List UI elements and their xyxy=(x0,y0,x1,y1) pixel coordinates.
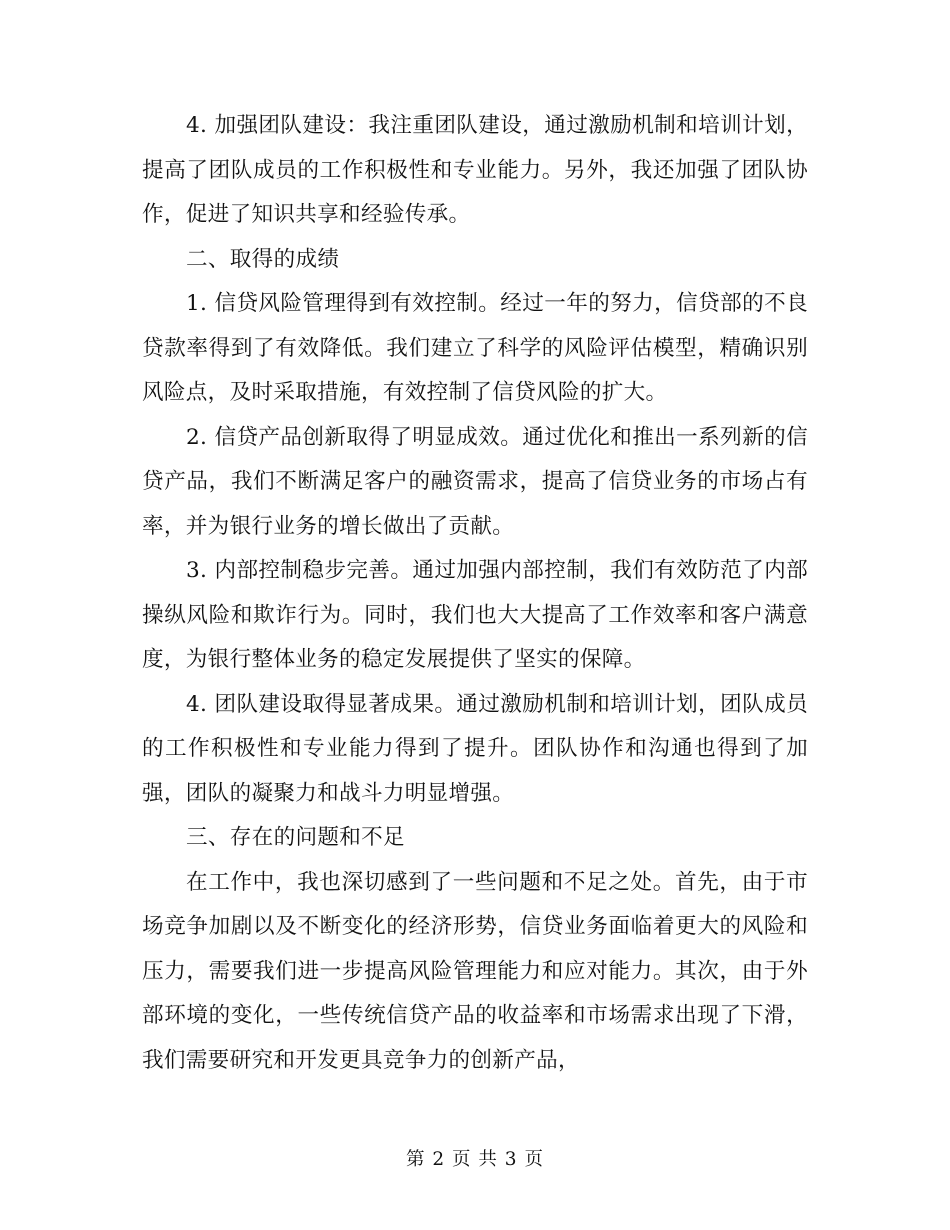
paragraph-team-results: 4. 团队建设取得显著成果。通过激励机制和培训计划，团队成员的工作积极性和专业能力得到了提升。团队协作和沟通也得到了加强，团队的凝聚力和战斗力明显增强。 xyxy=(142,691,808,806)
page-number-footer: 第 2 页 共 3 页 xyxy=(406,1149,544,1170)
section-heading-problems: 三、存在的问题和不足 xyxy=(186,825,405,850)
paragraph-product-innovation: 2. 信贷产品创新取得了明显成效。通过优化和推出一系列新的信贷产品，我们不断满足客户的融资需求，提高了信贷业务的市场占有率，并为银行业务的增长做出了贡献。 xyxy=(142,424,808,539)
paragraph-team-building: 4. 加强团队建设：我注重团队建设，通过激励机制和培训计划，提高了团队成员的工作积极性和专业能力。另外，我还加强了团队协作，促进了知识共享和经验传承。 xyxy=(142,113,808,227)
paragraph-problems: 在工作中，我也深切感到了一些问题和不足之处。首先，由于市场竞争加剧以及不断变化的经济形势，信贷业务面临着更大的风险和压力，需要我们进一步提高风险管理能力和应对能力。其次，由于外部环境的变化，一些传统信贷产品的收益率和市场需求出现了下滑，我们需要研究和开发更具竞争力的创新产品， xyxy=(142,869,808,1073)
paragraph-internal-control: 3. 内部控制稳步完善。通过加强内部控制，我们有效防范了内部操纵风险和欺诈行为。同时，我们也大大提高了工作效率和客户满意度，为银行整体业务的稳定发展提供了坚实的保障。 xyxy=(142,558,808,672)
paragraph-risk-management: 1. 信贷风险管理得到有效控制。经过一年的努力，信贷部的不良贷款率得到了有效降低。我们建立了科学的风险评估模型，精确识别风险点，及时采取措施，有效控制了信贷风险的扩大。 xyxy=(142,291,808,405)
document-body xyxy=(142,104,808,1083)
section-heading-achievements: 二、取得的成绩 xyxy=(186,246,340,272)
